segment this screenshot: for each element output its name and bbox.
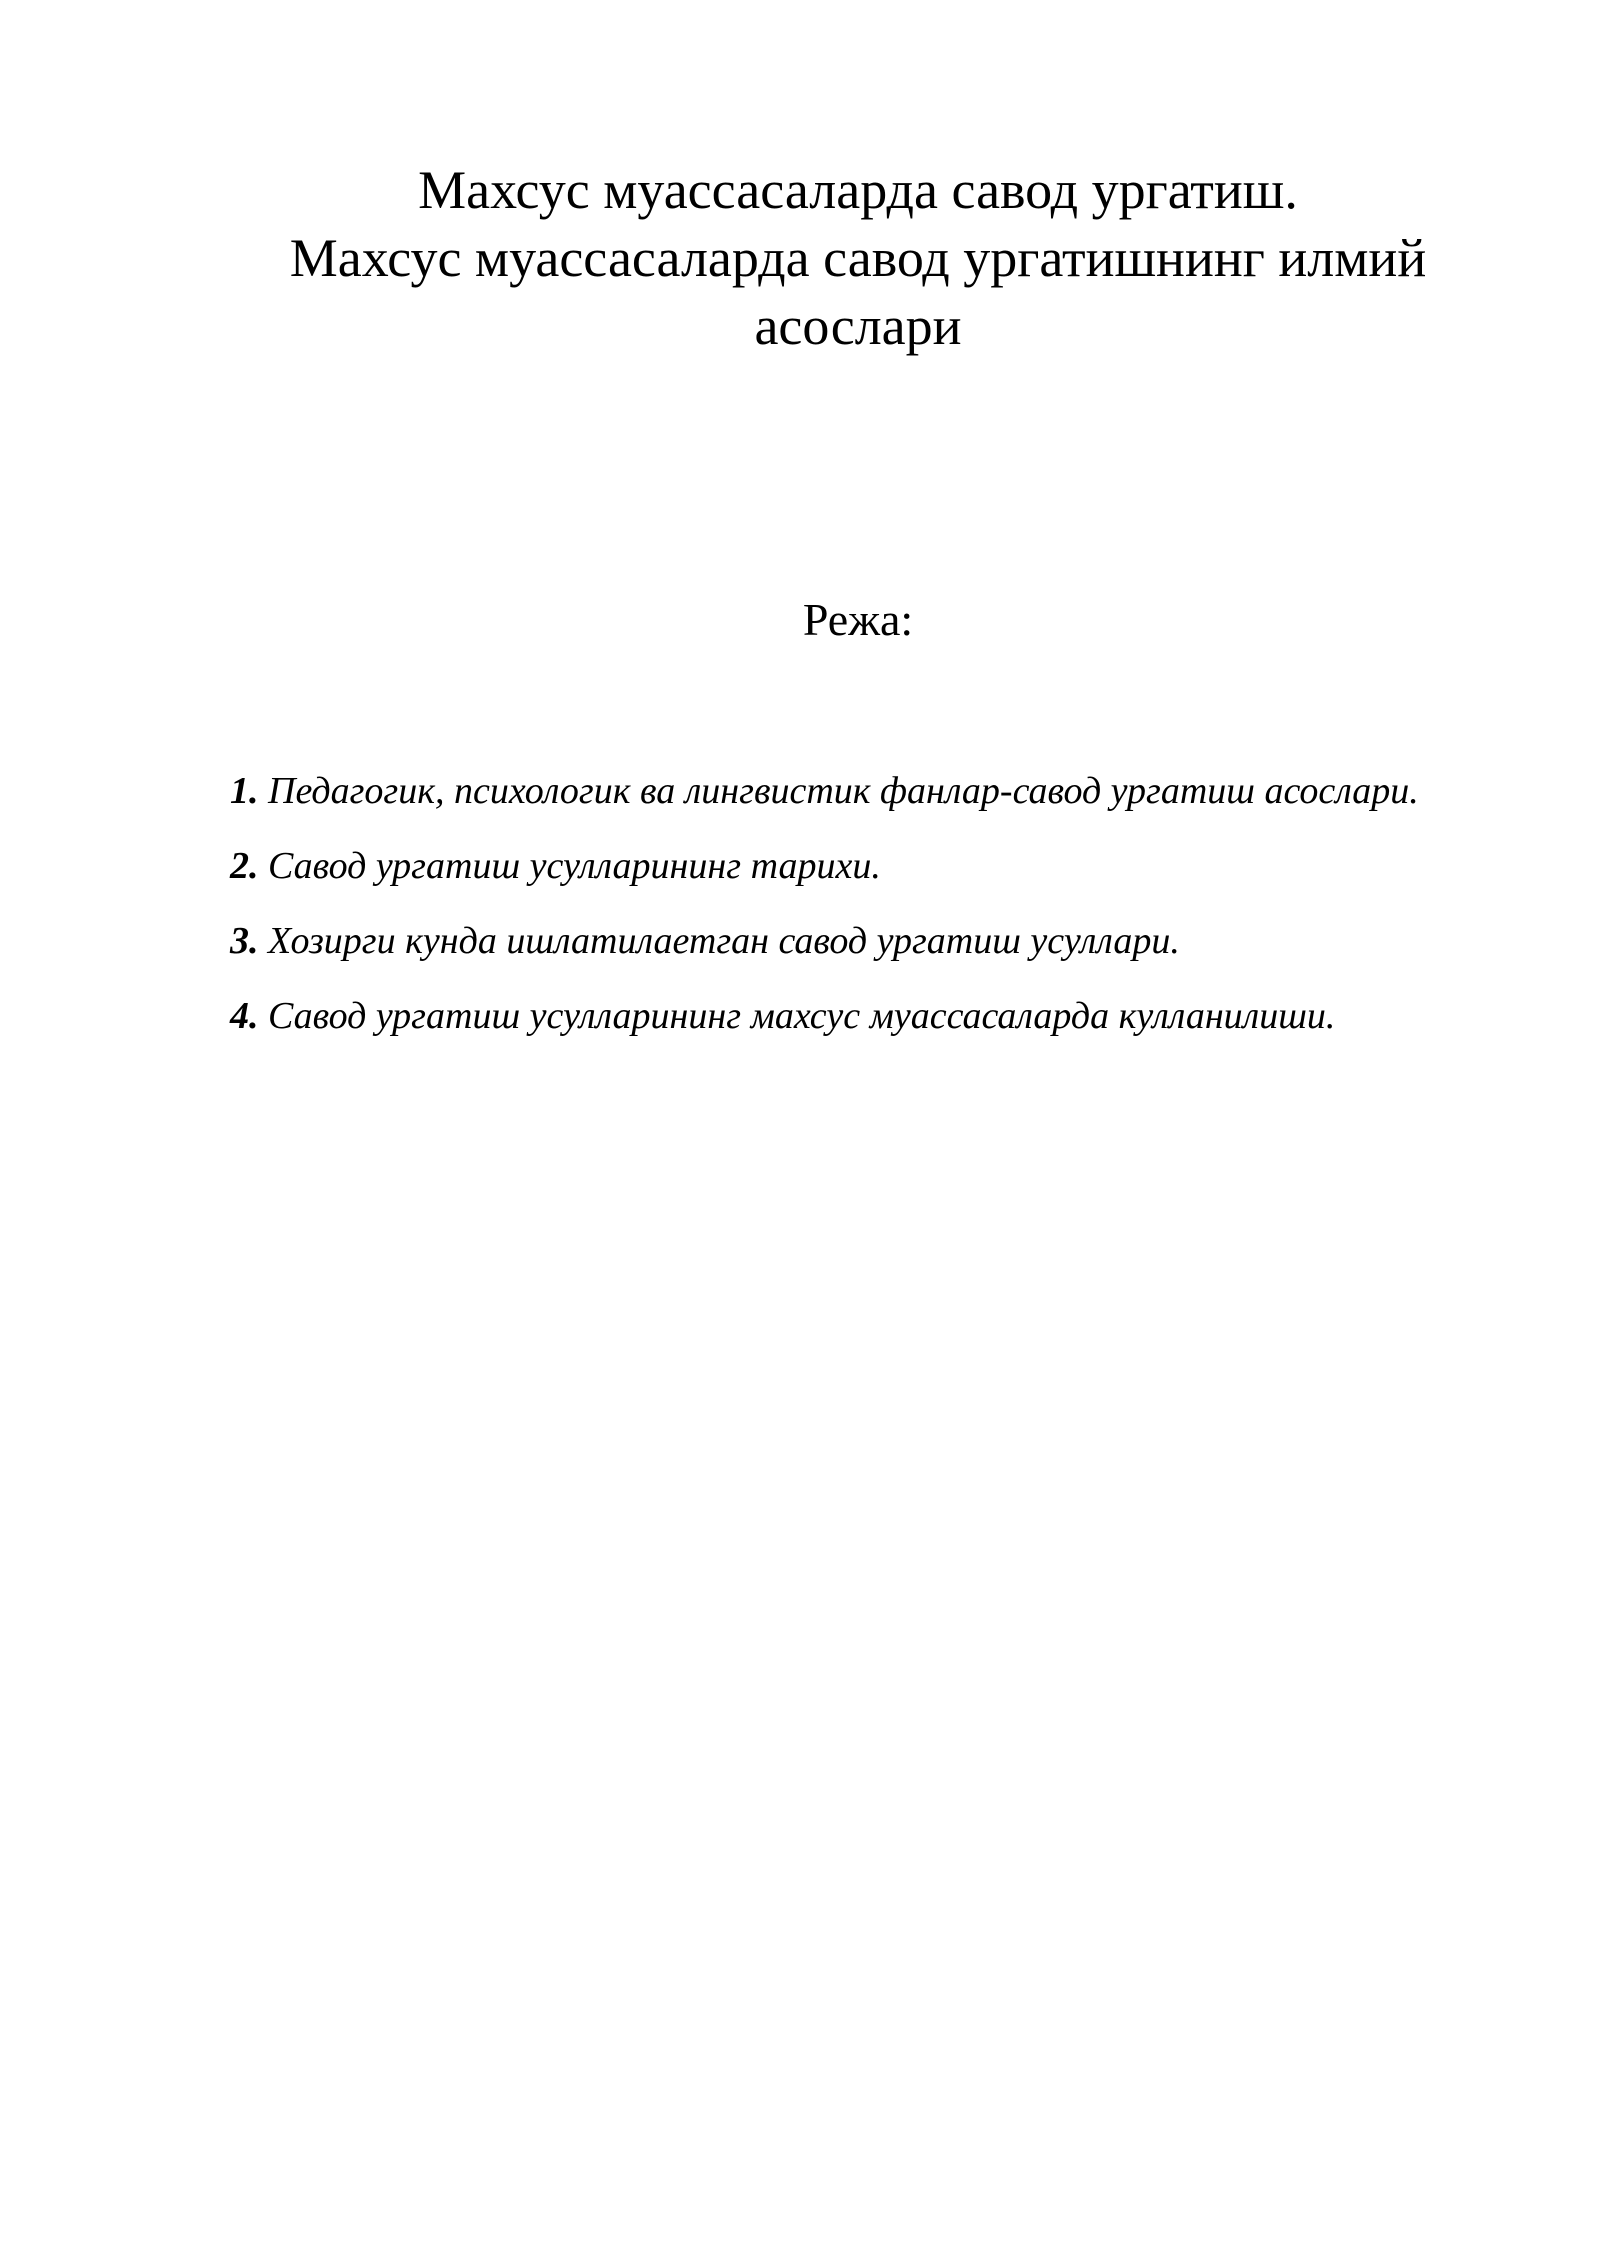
- plan-item-text: Савод ургатиш усулларининг махсус муассасаларда кулланилиши.: [258, 995, 1336, 1037]
- title-line: Махсус муассасаларда савод ургатишнинг илмий: [289, 228, 1427, 288]
- plan-item: [230, 904, 1520, 979]
- plan-list: [230, 754, 1520, 1054]
- plan-item-number: 2.: [230, 845, 259, 887]
- document-title: [228, 156, 1488, 360]
- plan-item-number: 1.: [230, 770, 259, 812]
- plan-item-number: 4.: [230, 995, 259, 1037]
- plan-heading: Режа:: [802, 594, 914, 645]
- title-line: Махсус муассасаларда савод ургатиш.: [418, 160, 1298, 220]
- plan-item-number: 3.: [230, 920, 259, 962]
- plan-item-text: Савод ургатиш усулларининг тарихи.: [258, 845, 881, 887]
- plan-item: [230, 979, 1520, 1054]
- plan-item-text: Хозирги кунда ишлатилаетган савод ургатиш усуллари.: [258, 920, 1180, 962]
- plan-item-text: Педагогик, психологик ва лингвистик фанлар-савод ургатиш асослари.: [258, 770, 1419, 812]
- plan-item: [230, 829, 1520, 904]
- title-line: асослари: [754, 296, 962, 356]
- plan-item: [230, 754, 1520, 829]
